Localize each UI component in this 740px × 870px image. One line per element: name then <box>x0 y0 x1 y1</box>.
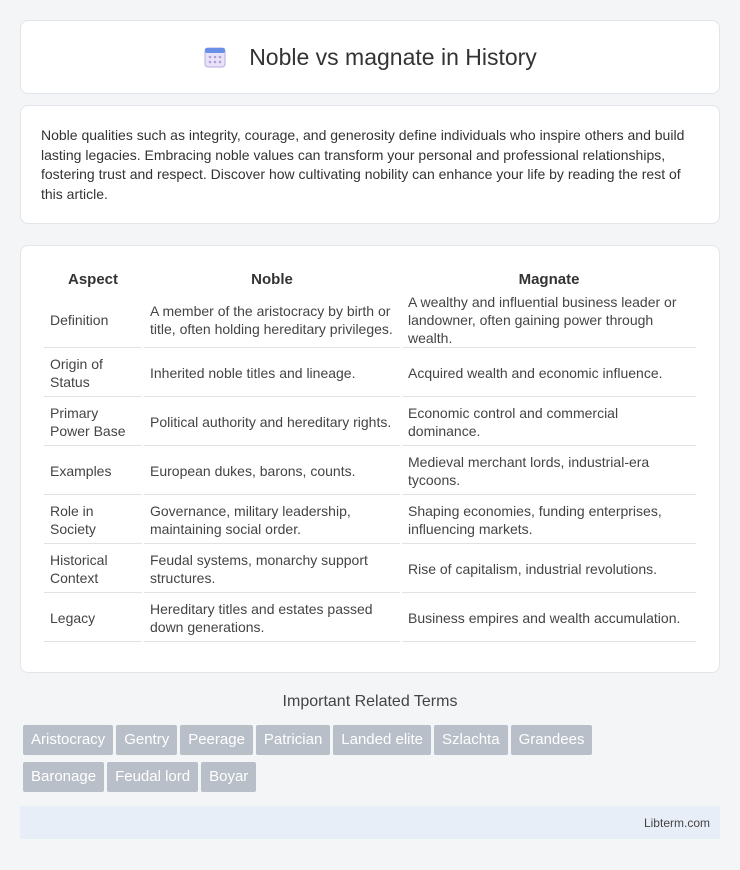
aspect-cell: Role in Society <box>44 497 142 544</box>
aspect-cell: Primary Power Base <box>44 399 142 446</box>
table-row <box>44 497 696 544</box>
noble-cell: A member of the aristocracy by birth or title, often holding hereditary privileges. <box>144 293 400 348</box>
aspect-cell: Historical Context <box>44 546 142 593</box>
calendar-icon <box>203 45 227 69</box>
page-title: Noble vs magnate in History <box>249 43 537 70</box>
aspect-cell: Examples <box>44 448 142 495</box>
header-magnate: Magnate <box>518 271 580 288</box>
noble-cell: Political authority and hereditary rights. <box>144 399 400 446</box>
tag-grandees[interactable]: Grandees <box>511 725 593 755</box>
header-aspect: Aspect <box>67 271 119 288</box>
table-header-row <box>44 268 696 291</box>
table-row <box>44 293 696 348</box>
noble-cell: Hereditary titles and estates passed down generations. <box>144 595 400 642</box>
related-terms-list <box>23 725 723 799</box>
table-row <box>44 350 696 397</box>
noble-cell: Inherited noble titles and lineage. <box>144 350 400 397</box>
title-card <box>20 20 720 94</box>
aspect-cell: Legacy <box>44 595 142 642</box>
magnate-cell: A wealthy and influential business leader or landowner, often gaining power through wealth. <box>402 293 696 348</box>
related-terms-title: Important Related Terms <box>282 693 458 710</box>
noble-cell: Feudal systems, monarchy support structures. <box>144 546 400 593</box>
table-row <box>44 595 696 642</box>
tag-peerage[interactable]: Peerage <box>180 725 253 755</box>
footer <box>20 806 720 839</box>
tag-patrician[interactable]: Patrician <box>256 725 330 755</box>
comparison-card <box>20 245 720 673</box>
magnate-cell: Rise of capitalism, industrial revolutions. <box>402 546 696 593</box>
table-row <box>44 399 696 446</box>
magnate-cell: Business empires and wealth accumulation. <box>402 595 696 642</box>
tag-szlachta[interactable]: Szlachta <box>434 725 508 755</box>
tag-gentry[interactable]: Gentry <box>116 725 177 755</box>
tag-aristocracy[interactable]: Aristocracy <box>23 725 113 755</box>
magnate-cell: Acquired wealth and economic influence. <box>402 350 696 397</box>
magnate-cell: Medieval merchant lords, industrial-era tycoons. <box>402 448 696 495</box>
magnate-cell: Shaping economies, funding enterprises, influencing markets. <box>402 497 696 544</box>
tag-boyar[interactable]: Boyar <box>201 762 256 792</box>
noble-cell: European dukes, barons, counts. <box>144 448 400 495</box>
table-row <box>44 546 696 593</box>
aspect-cell: Origin of Status <box>44 350 142 397</box>
intro-text: Noble qualities such as integrity, courage, and generosity define individuals who inspire others and build lasting legacies. Embracing noble values can transform your personal and professional relationships, fostering trust and respect. Discover how cultivating nobility can enhance your life by reading the rest of this article. <box>41 127 685 202</box>
footer-site-link[interactable]: Libterm.com <box>643 815 710 830</box>
tag-feudal-lord[interactable]: Feudal lord <box>107 762 198 792</box>
tag-baronage[interactable]: Baronage <box>23 762 104 792</box>
aspect-cell: Definition <box>44 293 142 348</box>
table-row <box>44 448 696 495</box>
magnate-cell: Economic control and commercial dominance. <box>402 399 696 446</box>
noble-cell: Governance, military leadership, maintaining social order. <box>144 497 400 544</box>
intro-card <box>20 105 720 224</box>
header-noble: Noble <box>251 271 293 288</box>
tag-landed-elite[interactable]: Landed elite <box>333 725 431 755</box>
comparison-table <box>42 266 698 644</box>
